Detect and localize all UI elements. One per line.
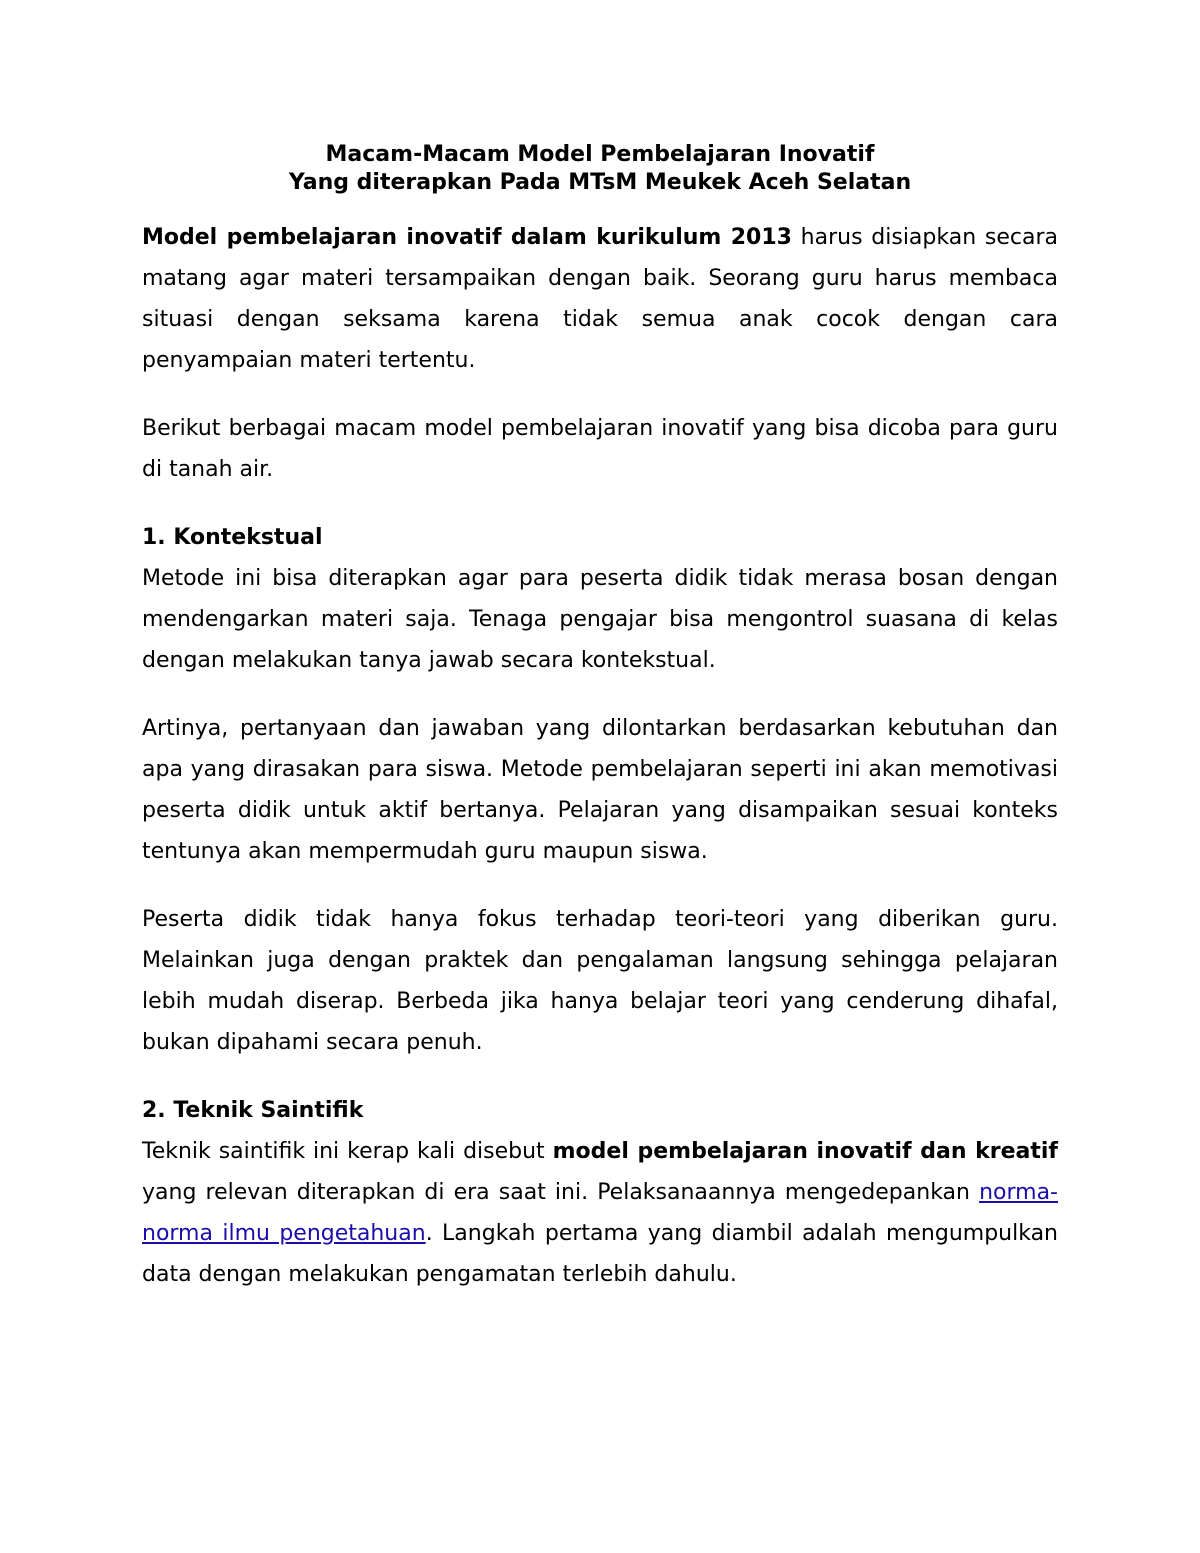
title-line-2: Yang diterapkan Pada MTsM Meukek Aceh Selatan xyxy=(288,170,912,195)
section-2-text-before: Teknik saintifik ini kerap kali disebut xyxy=(142,1139,553,1164)
intro-bold-text: Model pembelajaran inovatif dalam kurikulum 2013 xyxy=(142,225,792,250)
section-1-paragraph-1: Metode ini bisa diterapkan agar para peserta didik tidak merasa bosan dengan mendengarkan materi saja. Tenaga pengajar bisa mengontrol suasana di kelas dengan melakukan tanya jawab secara kontekstual. xyxy=(142,566,1058,673)
section-1-heading: 1. Kontekstual xyxy=(142,525,323,550)
intro-paragraph xyxy=(142,217,1058,381)
section-1-paragraph-3: Peserta didik tidak hanya fokus terhadap teori-teori yang diberikan guru. Melainkan juga dengan praktek dan pengalaman langsung sehingga pelajaran lebih mudah diserap. Berbeda jika hanya belajar teori yang cenderung dihafal, bukan dipahami secara penuh. xyxy=(142,907,1058,1055)
document-body xyxy=(142,217,1058,1322)
section-2-bold-text: model pembelajaran inovatif dan kreatif xyxy=(552,1139,1058,1164)
section-2-heading: 2. Teknik Saintifik xyxy=(142,1098,364,1123)
section-2-text-after: . Langkah pertama yang diambil adalah mengumpulkan data dengan melakukan pengamatan terlebih dahulu. xyxy=(142,1221,1059,1287)
lead-paragraph: Berikut berbagai macam model pembelajaran inovatif yang bisa dicoba para guru di tanah air. xyxy=(142,416,1058,482)
intro-text: harus disiapkan secara matang agar materi tersampaikan dengan baik. Seorang guru harus membaca situasi dengan seksama karena tidak semua anak cocok dengan cara penyampaian materi tertentu. xyxy=(142,225,1058,373)
section-1-paragraph-2: Artinya, pertanyaan dan jawaban yang dilontarkan berdasarkan kebutuhan dan apa yang dirasakan para siswa. Metode pembelajaran seperti ini akan memotivasi peserta didik untuk aktif bertanya. Pelajaran yang disampaikan sesuai konteks tentunya akan mempermudah guru maupun siswa. xyxy=(142,716,1058,864)
norma-link[interactable]: norma-norma ilmu pengetahuan xyxy=(142,1180,1058,1246)
section-2 xyxy=(142,1090,1058,1295)
section-2-text-middle: yang relevan diterapkan di era saat ini. Pelaksanaannya mengedepankan xyxy=(142,1180,980,1205)
document-title xyxy=(142,141,1058,197)
title-line-1: Macam-Macam Model Pembelajaran Inovatif xyxy=(325,142,875,167)
section-1 xyxy=(142,517,1058,681)
